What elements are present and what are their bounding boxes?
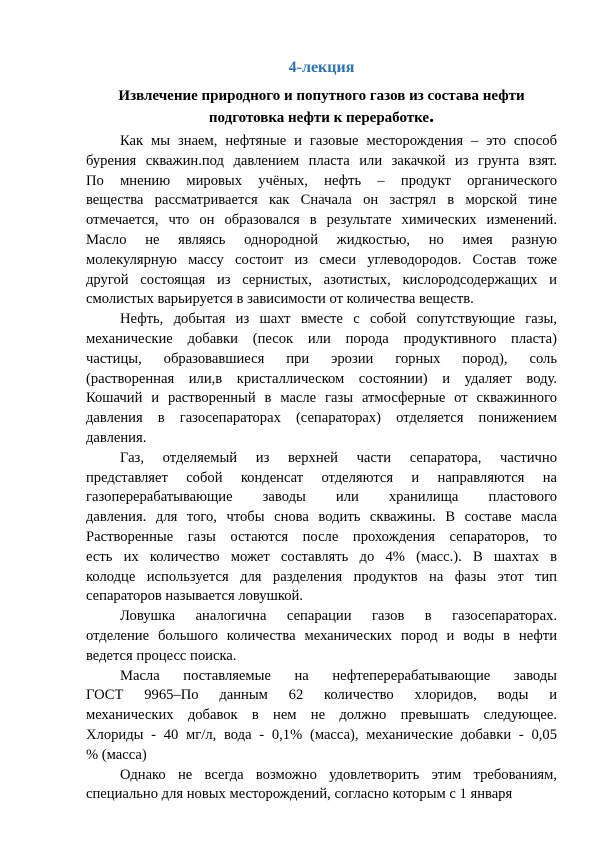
paragraph-line: вещества рассматривается как Сначала он застрял в морской тине: [86, 192, 557, 209]
paragraph-line: (растворенная или,в кристаллическом состоянии) и удаляет воду.: [86, 370, 557, 387]
paragraph-line: Газ, отделяемый из верхней части сепаратора, частично: [120, 449, 557, 466]
paragraph-line: давления.: [86, 429, 147, 446]
paragraph-line: специально для новых месторождений, согласно которым с 1 января: [86, 786, 513, 803]
paragraph-line: давления в газосепараторах (сепараторах) отделяется понижением: [86, 410, 557, 427]
paragraph-line: отделение большого количества механических пород и воды в нефти: [86, 627, 557, 644]
paragraph-line: Масла поставляемые на нефтеперерабатывающие заводы: [120, 667, 557, 684]
paragraph-line: % (масса): [86, 746, 147, 763]
paragraph: [86, 132, 557, 310]
paragraph-line: сепараторов называется ловушкой.: [86, 588, 303, 605]
paragraph-line: молекулярную массу состоит из смеси углеводородов. Состав тоже: [86, 251, 557, 268]
paragraph-line: Хлориды - 40 мг/л, вода - 0,1% (масса), механические добавки - 0,05: [86, 726, 557, 743]
paragraph: [86, 449, 557, 607]
paragraph-line: Растворенные газы остаются после прохождения сепараторов, то: [86, 528, 557, 545]
paragraph-line: По мнению мировых учёных, нефть – продукт органического: [86, 172, 557, 189]
title-line-1: Извлечение природного и попутного газов из состава нефти: [118, 88, 525, 104]
title-dot: .: [429, 105, 435, 127]
title-line-2: подготовка нефти к переработке: [208, 110, 430, 126]
paragraph-line: Нефть, добытая из шахт вместе с собой сопутствующие газы,: [120, 311, 557, 328]
paragraph-line: Масло не являясь однородной жидкостью, но имея разную: [86, 231, 557, 248]
paragraph-line: частицы, образовавшиеся при эрозии горных пород), соль: [86, 350, 557, 367]
paragraph-line: есть их количество может составлять до 4% (масс.). В шахтах в: [86, 548, 557, 565]
paragraph-line: ГОСТ 9965–По данным 62 количество хлоридов, воды и: [86, 687, 557, 704]
paragraph-line: другой состоящая из сернистых, азотистых, кислородсодержащих и: [86, 271, 557, 288]
paragraph-line: колодце используется для разделения продуктов на фазы этот тип: [86, 568, 557, 585]
paragraph-line: ведется процесс поиска.: [86, 647, 237, 664]
paragraph-line: газоперерабатывающие заводы или хранилища пластового: [86, 489, 557, 506]
page-title: [86, 86, 557, 128]
body-text: [86, 132, 557, 805]
paragraph-line: смолистых варьируется в зависимости от количества веществ.: [86, 291, 474, 308]
paragraph: [86, 667, 557, 766]
paragraph-line: Однако не всегда возможно удовлетворить этим требованиям,: [120, 766, 557, 783]
paragraph-line: отмечается, что он образовался в результате химических изменений.: [86, 212, 557, 229]
paragraph: [86, 607, 557, 666]
paragraph-line: давления. для того, чтобы снова водить скважины. В составе масла: [86, 509, 557, 526]
paragraph-line: Как мы знаем, нефтяные и газовые месторождения – это способ: [120, 133, 557, 149]
paragraph-line: механические добавки (песок или порода продуктивного пласта): [86, 330, 557, 347]
lecture-label: 4-лекция: [288, 59, 355, 76]
paragraph-line: бурения скважин.под давлением пласта или закачкой из грунта взят.: [86, 152, 557, 169]
title-line-2-wrap: [86, 106, 557, 128]
paragraph-line: механических добавок в нем не должно превышать следующее.: [86, 707, 557, 724]
paragraph-line: представляет собой конденсат отделяются и направляются на: [86, 469, 557, 486]
paragraph: [86, 766, 557, 806]
paragraph: [86, 310, 557, 449]
paragraph-line: Ловушка аналогична сепарации газов в газосепараторах.: [120, 608, 557, 625]
paragraph-line: Кошачий и растворенный в масле газы атмосферные от скважинного: [86, 390, 557, 407]
